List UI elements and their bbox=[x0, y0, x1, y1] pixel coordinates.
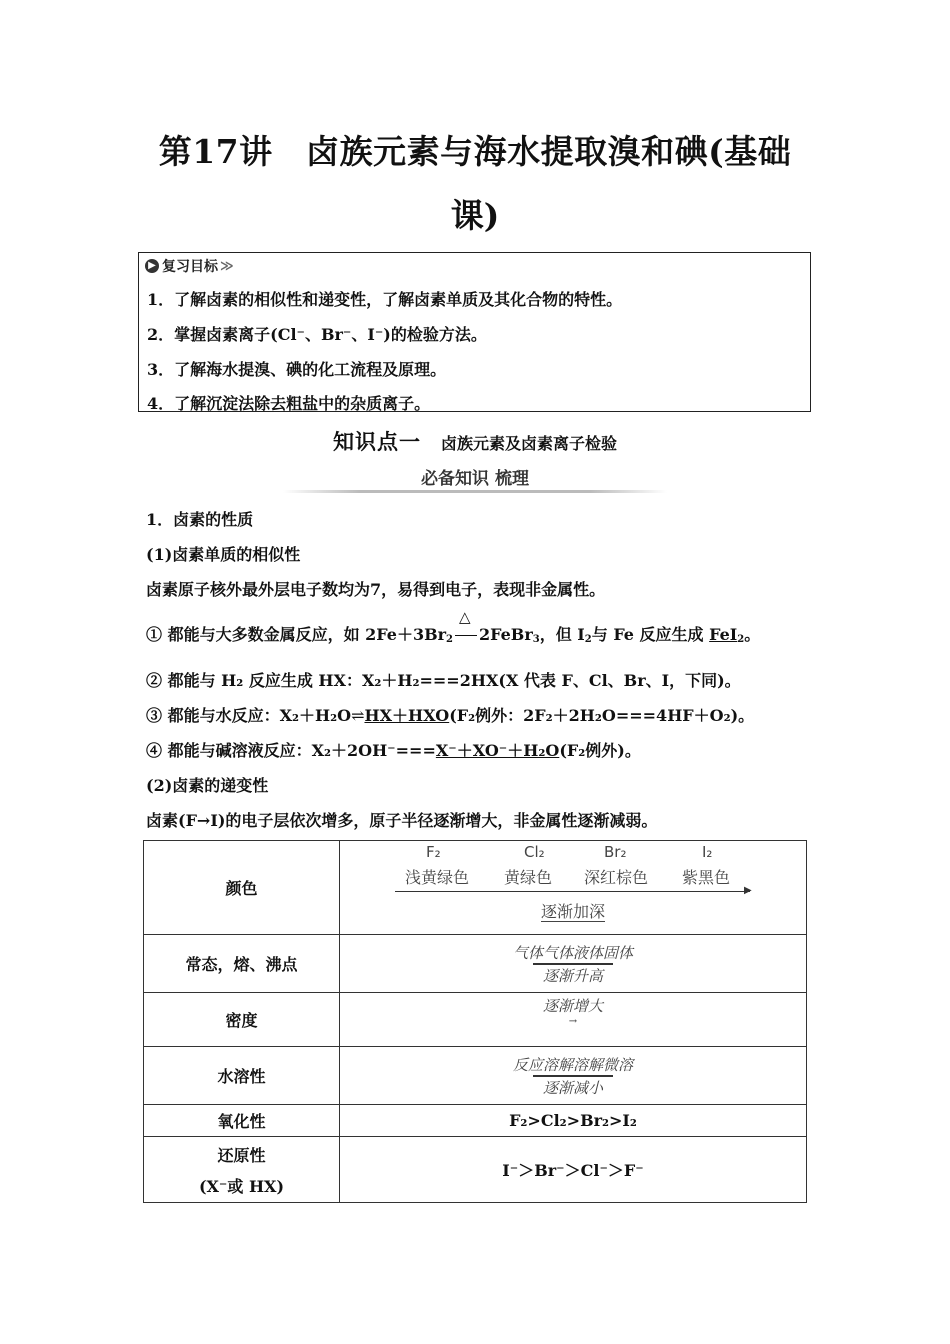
goal-item: 3．了解海水提溴、碘的化工流程及原理。 bbox=[147, 360, 447, 379]
trend-label: 逐渐减小 bbox=[542, 1078, 603, 1097]
color-name: 深红棕色 bbox=[584, 868, 649, 887]
trend-arrow bbox=[395, 891, 750, 892]
color-trend-cell bbox=[340, 841, 807, 935]
table-row bbox=[144, 1105, 807, 1137]
element-label: Br₂ bbox=[604, 843, 627, 861]
goal-item: 2．掌握卤素离子(Cl⁻、Br⁻、I⁻)的检验方法。 bbox=[147, 325, 487, 344]
banner-underline bbox=[283, 490, 667, 493]
color-name: 浅黄绿色 bbox=[405, 868, 470, 887]
solubility-trend-cell bbox=[340, 1047, 807, 1105]
row-label bbox=[144, 1137, 340, 1203]
play-arrow-icon: ▶ bbox=[145, 259, 159, 273]
table-row bbox=[144, 993, 807, 1047]
halogen-trend-table bbox=[143, 840, 807, 1203]
double-chevron-icon: ≫ bbox=[220, 258, 234, 274]
color-name: 紫黑色 bbox=[682, 868, 731, 887]
goals-header-label: 复习目标 bbox=[162, 259, 218, 275]
element-label: I₂ bbox=[702, 843, 713, 861]
trend-label: 逐渐升高 bbox=[542, 966, 603, 985]
color-name: 黄绿色 bbox=[504, 868, 553, 887]
heating-triangle-icon: △ bbox=[459, 608, 471, 626]
row-label: 颜色 bbox=[144, 841, 340, 935]
knowledge-point-topic: 卤族元素及卤素离子检验 bbox=[440, 434, 617, 453]
row-label-line1: 还原性 bbox=[217, 1145, 266, 1165]
trend-label: 逐渐加深 bbox=[540, 902, 605, 921]
table-row bbox=[144, 841, 807, 935]
solubility-values: 反应溶解溶解微溶 bbox=[512, 1055, 633, 1074]
paragraph: 卤素原子核外最外层电子数均为7，易得到电子，表现非金属性。 bbox=[146, 580, 606, 599]
arrow-head-icon: ▶ bbox=[744, 885, 752, 896]
paragraph: 卤素(F→I)的电子层依次增多，原子半径逐渐增大，非金属性逐渐减弱。 bbox=[146, 811, 658, 830]
state-values: 气体气体液体固体 bbox=[512, 943, 633, 962]
table-row bbox=[144, 1137, 807, 1203]
table-row bbox=[144, 1047, 807, 1105]
reaction-4: ④ 都能与碱溶液反应：X₂＋2OH⁻===X⁻＋XO⁻＋H₂O(F₂例外)。 bbox=[146, 741, 641, 760]
page-title-line2: 课) bbox=[450, 196, 500, 235]
reaction-1: ① 都能与大多数金属反应，如 $2Fe+3Br_2$ △ 2FeBr$_3$，但 $I_2$与 Fe 反应生成 FeI$_2$。 bbox=[146, 608, 761, 645]
page-title-line1: 第17讲 卤族元素与海水提取溴和碘(基础 bbox=[158, 132, 792, 171]
section-banner: 必备知识 梳理 bbox=[421, 469, 529, 489]
reaction-2: ② 都能与 H₂ 反应生成 HX：X₂＋H₂===2HX(X 代表 F、Cl、Br、I，下同)。 bbox=[146, 671, 741, 690]
state-trend-cell bbox=[340, 935, 807, 993]
knowledge-point-number: 知识点一 bbox=[332, 430, 421, 454]
subsection-heading: (2)卤素的递变性 bbox=[146, 776, 269, 795]
reversible-arrow-icon: ⇌ bbox=[351, 706, 365, 725]
trend-label: 逐渐增大 bbox=[542, 997, 603, 1015]
oxidizing-order: F₂>Cl₂>Br₂>I₂ bbox=[340, 1105, 807, 1137]
knowledge-point-heading bbox=[0, 426, 950, 456]
row-label: 常态，熔、沸点 bbox=[144, 935, 340, 993]
row-label: 水溶性 bbox=[144, 1047, 340, 1105]
table-row bbox=[144, 935, 807, 993]
row-label-line2: (X⁻或 HX) bbox=[198, 1176, 285, 1196]
reducing-order: I⁻＞Br⁻＞Cl⁻＞F⁻ bbox=[340, 1137, 807, 1203]
reaction-3: ③ 都能与水反应：X₂＋H₂O⇌HX＋HXO(F₂例外：2F₂＋2H₂O===4HF＋O₂)。 bbox=[146, 706, 755, 725]
subsection-heading: (1)卤素单质的相似性 bbox=[146, 545, 301, 564]
goal-item: 4．了解沉淀法除去粗盐中的杂质离子。 bbox=[147, 394, 431, 413]
review-goals-box bbox=[138, 252, 811, 412]
element-label: Cl₂ bbox=[524, 843, 545, 861]
element-label: F₂ bbox=[426, 843, 441, 861]
arrow-right-icon: → bbox=[568, 1016, 578, 1027]
row-label: 密度 bbox=[144, 993, 340, 1047]
density-trend-cell bbox=[340, 993, 807, 1047]
goals-header bbox=[145, 256, 234, 276]
goal-item: 1．了解卤素的相似性和递变性，了解卤素单质及其化合物的特性。 bbox=[147, 290, 623, 309]
section-heading: 1．卤素的性质 bbox=[146, 510, 254, 529]
row-label: 氧化性 bbox=[144, 1105, 340, 1137]
